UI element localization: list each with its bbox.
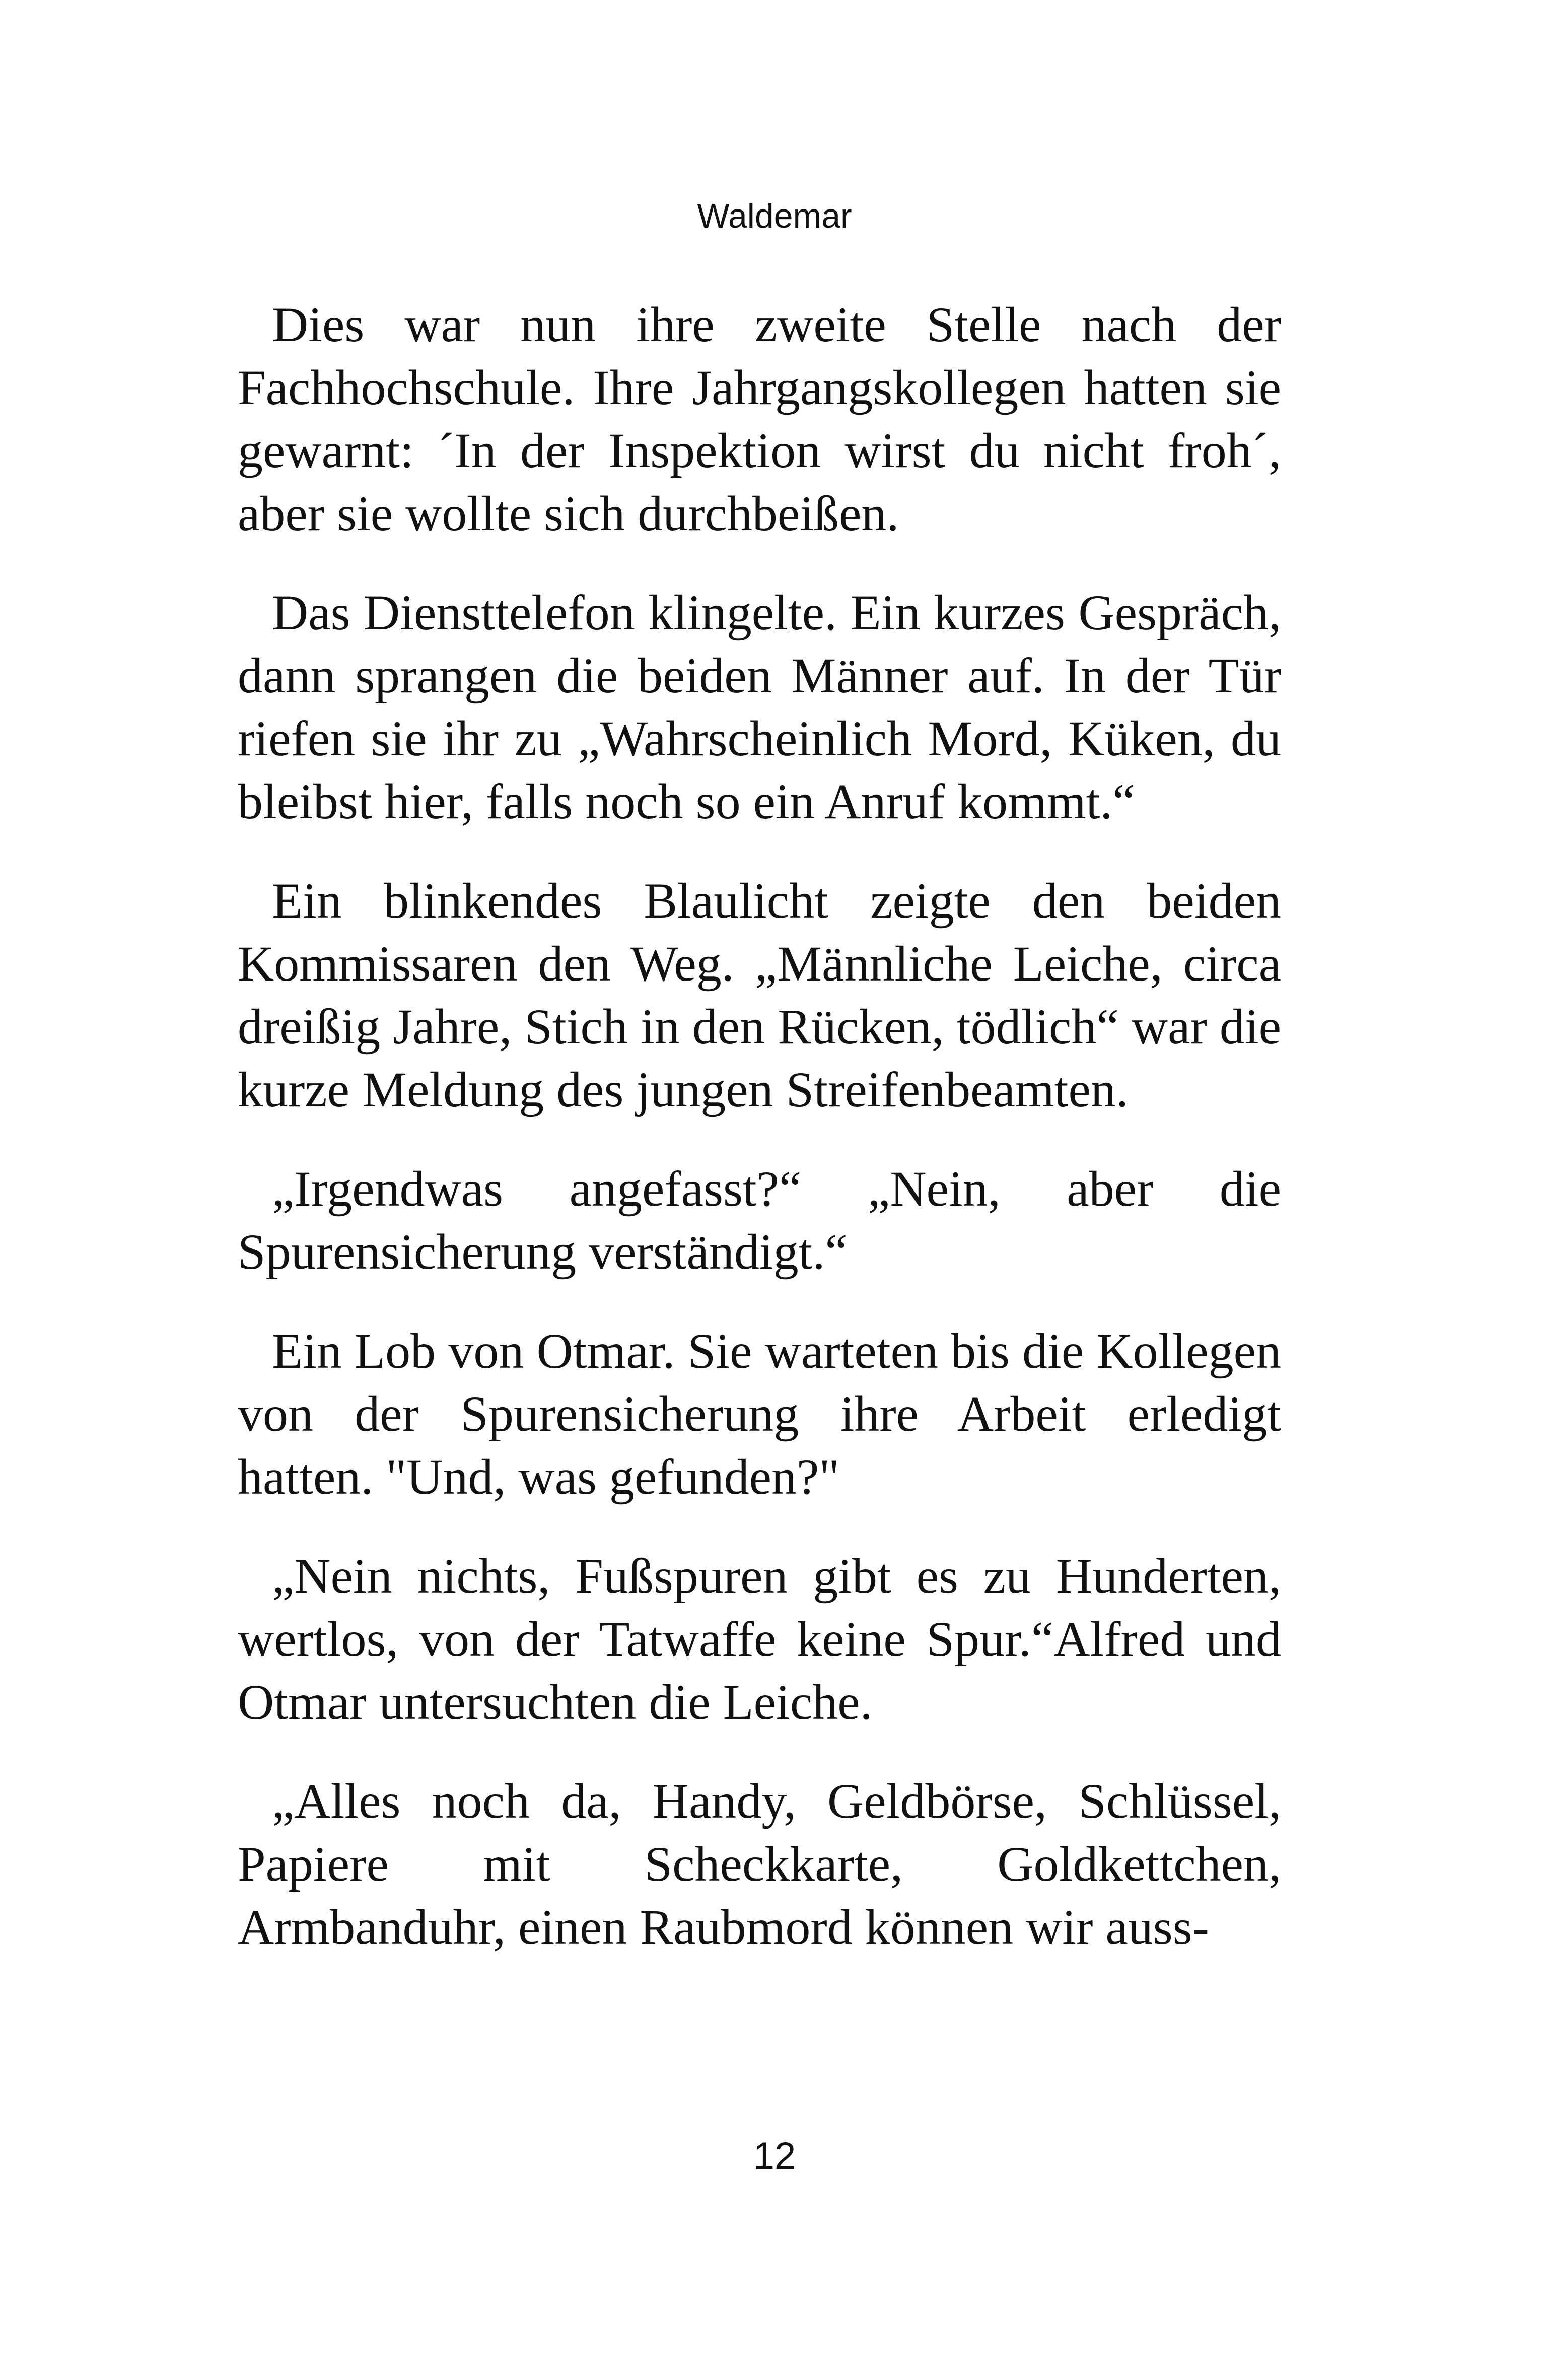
paragraph-2: Das Diensttelefon klingelte. Ein kurzes Gespräch, dann sprangen die beiden Männer auf. In der Tür riefen sie ihr zu „Wahrscheinlich Mord, Küken, du bleibst hier, falls noch so ein Anruf kommt.“ (238, 585, 1281, 829)
paragraph-4: „Irgendwas angefasst?“ „Nein, aber die Spurensicherung verständigt.“ (238, 1161, 1281, 1280)
paragraph-6: „Nein nichts, Fußspuren gibt es zu Hunderten, wertlos, von der Tatwaffe keine Spur.“Alfred und Otmar untersuchten die Leiche. (238, 1548, 1281, 1730)
paragraph-3: Ein blinkendes Blaulicht zeigte den beiden Kommissaren den Weg. „Männliche Leiche, circa dreißig Jahre, Stich in den Rücken, tödlich“ war die kurze Meldung des jungen Streifenbeamten. (238, 873, 1281, 1117)
body-text (238, 293, 1281, 1995)
paragraph-7: „Alles noch da, Handy, Geldbörse, Schlüssel, Papiere mit Scheckkarte, Goldkettchen, Armbanduhr, einen Raubmord können wir auss- (238, 1773, 1281, 1955)
paragraph-1: Dies war nun ihre zweite Stelle nach der Fachhochschule. Ihre Jahrgangskollegen hatten sie gewarnt: ´In der Inspektion wirst du nicht froh´, aber sie wollte sich durchbeißen. (238, 297, 1281, 541)
paragraph-5: Ein Lob von Otmar. Sie warteten bis die Kollegen von der Spurensicherung ihre Arbeit erledigt hatten. "Und, was gefunden?" (238, 1323, 1281, 1505)
running-header: Waldemar (697, 197, 852, 235)
page-number: 12 (753, 2135, 796, 2178)
